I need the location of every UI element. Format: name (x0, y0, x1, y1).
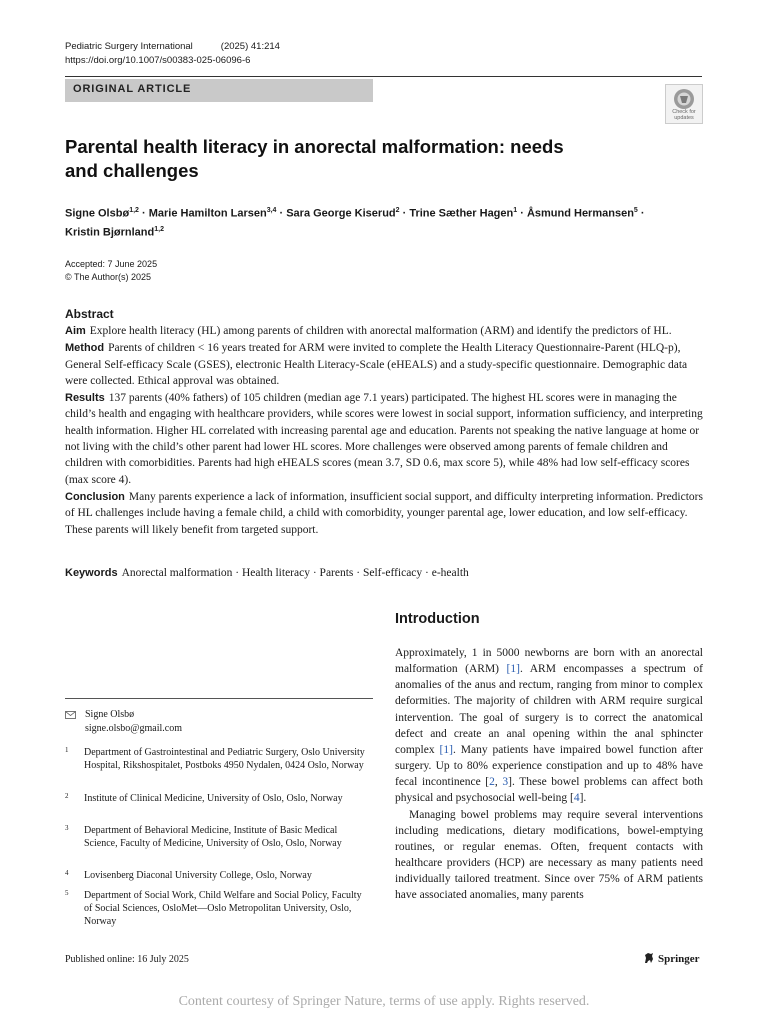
introduction-body (395, 645, 703, 904)
affiliation-number: 5 (65, 889, 69, 897)
affiliation-item (65, 792, 365, 805)
author-name[interactable]: Marie Hamilton Larsen (148, 207, 267, 220)
citation-link[interactable]: 4 (573, 792, 580, 805)
accepted-date: Accepted: 7 June 2025 (65, 259, 158, 269)
check-updates-icon (673, 88, 695, 110)
author-affiliation: 5 (633, 207, 638, 214)
abstract-results (65, 390, 703, 488)
results-text: 137 parents (40% fathers) of 105 children (median age 7.1 years) participated. The highest HL scores were in managing the child’s health and engaging with healthcare providers, while scores were lowest in social support, information sufficiency, and interpreting health information. Higher HL correlated with increasing parental age and education. Parents not speaking the native language at home or not living with the child’s other parent had lower HL scores. More challenges were observed among parents of female children and children with comorbidities. Parents had high eHEALS scores (mean 3.7, SD 0.6, max score 5), while 48% had low self-efficacy scores (max score 4). (65, 392, 703, 486)
intro-paragraph: Approximately, 1 in 5000 newborns are born with an anorectal malformation (ARM) [1]. ARM encompasses a spectrum of anomalies of the anus and rectum, ranging from minor to complex deformities. The majority of children with ARM require surgical intervention. The goal of surgery is to correct the anatomical defect and create an anal opening within the anal sphincter complex [1]. Many patients have impaired bowel function after surgery. Up to 80% experience constipation and up to 48% have fecal incontinence [2, 3]. These bowel problems can affect both physical and psychosocial well-being [4]. (395, 647, 703, 805)
affiliation-text: Department of Social Work, Child Welfare and Social Policy, Faculty of Social Sciences, OsloMet—Oslo Metropolitan University, Oslo, Norway (84, 890, 362, 928)
keywords-text: Anorectal malformation · Health literacy · Parents · Self-efficacy · e-health (121, 567, 469, 579)
envelope-icon (65, 711, 76, 719)
contact-email[interactable]: signe.olsbo@gmail.com (85, 723, 182, 734)
conclusion-text: Many parents experience a lack of information, insufficient social support, and difficulty interpreting information. Predictors of HL challenges include having a female child, a child with comorbidity, younger parental age, lower education, and low self-efficacy. These parents will likely benefit from targeted support. (65, 490, 703, 536)
affiliation-text: Institute of Clinical Medicine, University of Oslo, Oslo, Norway (84, 793, 343, 804)
journal-header (65, 40, 280, 68)
affiliation-number: 3 (65, 824, 69, 832)
method-label: Method (65, 342, 105, 355)
affiliation-item (65, 824, 365, 850)
abstract-conclusion (65, 489, 703, 538)
author-name[interactable]: Kristin Bjørnland (65, 226, 155, 239)
author-name[interactable]: Signe Olsbø (65, 207, 130, 220)
citation-link[interactable]: 2 (489, 776, 495, 789)
citation-link[interactable]: [1] (439, 743, 453, 756)
publisher-logo (643, 952, 700, 965)
keywords-section (65, 565, 703, 581)
springer-horse-icon (643, 952, 655, 964)
check-for-updates-badge[interactable] (665, 84, 703, 124)
author-affiliation: 1,2 (129, 207, 139, 214)
method-text: Parents of children < 16 years treated for ARM were invited to complete the Health Literacy Questionnaire-Parent (HLQ-p), General Self-efficacy Scale (GSES), electronic Health Literacy-Scale (eHEALS) and a study-specific questionnaire. Demographic data were collected. Ethical approval was obtained. (65, 342, 688, 387)
author-affiliation: 3,4 (266, 207, 277, 214)
published-online-date: Published online: 16 July 2025 (65, 954, 189, 965)
affiliation-number: 1 (65, 746, 69, 754)
doi-link[interactable]: https://doi.org/10.1007/s00383-025-06096-6 (65, 55, 251, 66)
journal-volume: (2025) 41:214 (220, 41, 280, 52)
abstract-section (65, 306, 703, 538)
conclusion-label: Conclusion (65, 490, 125, 503)
article-dates (65, 258, 157, 284)
courtesy-notice: Content courtesy of Springer Nature, terms of use apply. Rights reserved. (178, 994, 590, 1009)
aim-text: Explore health literacy (HL) among parents of children with anorectal malformation (ARM) and identify the predictors of HL. (89, 325, 672, 337)
footnote-rule (65, 698, 373, 699)
aim-label: Aim (65, 325, 86, 337)
affiliation-item (65, 869, 365, 882)
author-affiliation: 1 (513, 207, 518, 214)
header-rule (65, 76, 702, 77)
affiliation-number: 2 (65, 792, 69, 800)
intro-paragraph: Managing bowel problems may require several interventions including medications, dietary modifications, bowel-emptying routines, or regular enemas. Often, frequent contacts with healthcare providers (HCP) are necessary as many patients need individually tailored treatment. Since over 75% of ARM patients have associated anomalies, many parents (395, 808, 703, 902)
author-name[interactable]: Åsmund Hermansen (526, 207, 634, 220)
author-list: Signe Olsbø$^{1,2}$ · Marie Hamilton Larsen$^{3,4}$ · Sara George Kiserud$^2$ · Trine Sæther Hagen$^1$ · Åsmund Hermansen$^5$ · Kristin Bjørnland$^{1,2}$ (65, 207, 645, 239)
affiliation-number: 4 (65, 869, 69, 877)
results-label: Results (65, 392, 105, 405)
journal-name: Pediatric Surgery International (65, 41, 193, 52)
affiliation-text: Department of Behavioral Medicine, Institute of Basic Medical Science, Faculty of Medicine, University of Oslo, Oslo, Norway (84, 825, 342, 850)
publisher-name: Springer (658, 953, 700, 965)
author-name[interactable]: Trine Sæther Hagen (409, 207, 514, 220)
corresponding-author (65, 708, 182, 736)
affiliation-text: Lovisenberg Diaconal University College, Oslo, Norway (84, 870, 312, 881)
affiliation-item (65, 889, 365, 929)
citation-link[interactable]: 3 (502, 776, 509, 789)
affiliation-text: Department of Gastrointestinal and Pediatric Surgery, Oslo University Hospital, Rikshospitalet, Postboks 4950 Nydalen, 0424 Oslo, Norway (84, 747, 365, 772)
contact-name: Signe Olsbø (85, 709, 135, 720)
introduction-heading: Introduction (395, 611, 480, 627)
abstract-method (65, 340, 703, 389)
copyright-line: © The Author(s) 2025 (65, 272, 152, 282)
abstract-aim (65, 323, 703, 339)
article-title: Parental health literacy in anorectal malformation: needs and challenges (65, 136, 564, 181)
article-type-label: ORIGINAL ARTICLE (73, 83, 192, 95)
keywords-label: Keywords (65, 567, 118, 579)
author-affiliation: 1,2 (154, 225, 164, 233)
author-name[interactable]: Sara George Kiserud (286, 207, 396, 220)
author-affiliation: 2 (395, 207, 400, 214)
affiliation-item (65, 746, 365, 772)
abstract-heading: Abstract (65, 307, 114, 321)
citation-link[interactable]: [1] (506, 663, 520, 676)
check-updates-label: Check for updates (672, 109, 696, 121)
